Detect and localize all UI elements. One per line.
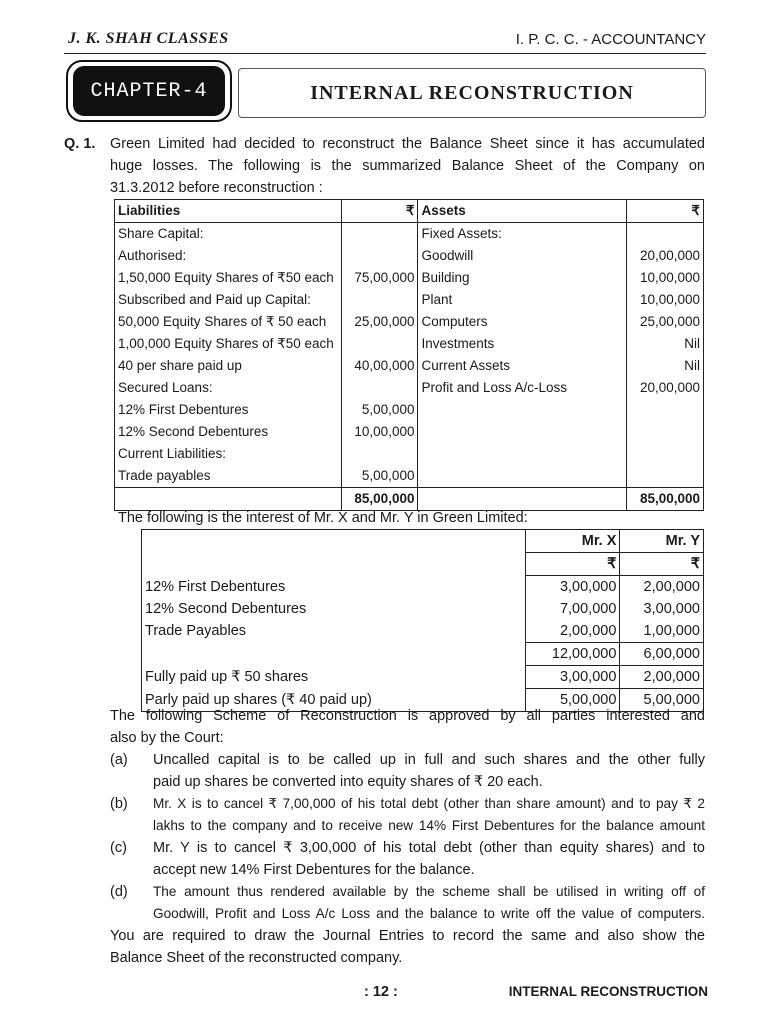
- table-row: [115, 421, 704, 443]
- liability-item: Current Liabilities:: [115, 443, 342, 465]
- mr-y-amount: 1,00,000: [620, 620, 704, 643]
- header-assets: Assets: [418, 200, 627, 223]
- liability-amount: 25,00,000: [341, 311, 418, 333]
- asset-amount: [627, 399, 704, 421]
- scheme-item-label: (d): [110, 884, 128, 900]
- asset-amount: [627, 443, 704, 465]
- scheme-item-label: (b): [110, 796, 128, 812]
- question-intro-line-2: huge losses. The following is the summarized Balance Sheet of the Company on: [110, 158, 705, 174]
- mr-x-amount: 7,00,000: [525, 598, 620, 620]
- interest-table: [141, 529, 704, 712]
- liability-item: Subscribed and Paid up Capital:: [115, 289, 342, 311]
- footer-chapter-title: INTERNAL RECONSTRUCTION: [508, 984, 708, 999]
- scheme-intro-line-2: also by the Court:: [110, 730, 224, 746]
- interest-unit-row: [142, 553, 704, 576]
- share-item: Parly paid up shares (₹ 40 paid up): [142, 689, 526, 712]
- scheme-item-text: Uncalled capital is to be called up in full and such shares and the other fully: [153, 752, 705, 768]
- liability-item: 1,00,000 Equity Shares of ₹50 each: [115, 333, 342, 355]
- liability-item: Share Capital:: [115, 223, 342, 246]
- asset-item: Investments: [418, 333, 627, 355]
- liability-amount: 75,00,000: [341, 267, 418, 289]
- liability-item: 50,000 Equity Shares of ₹ 50 each: [115, 311, 342, 333]
- asset-item: Profit and Loss A/c-Loss: [418, 377, 627, 399]
- scheme-item-label: (a): [110, 752, 128, 768]
- asset-amount: [627, 465, 704, 488]
- table-row: [142, 576, 704, 599]
- table-row: [142, 620, 704, 643]
- header-mr-y: Mr. Y: [620, 530, 704, 553]
- subtotal-blank: [142, 643, 526, 666]
- liability-item: Authorised:: [115, 245, 342, 267]
- page-number: : 12 :: [364, 984, 398, 1000]
- scheme-item-text: accept new 14% First Debentures for the balance.: [153, 862, 475, 878]
- share-item: Fully paid up ₹ 50 shares: [142, 666, 526, 689]
- table-row: [115, 377, 704, 399]
- asset-item: Goodwill: [418, 245, 627, 267]
- unit-blank: [142, 553, 526, 576]
- liability-item: 40 per share paid up: [115, 355, 342, 377]
- asset-item: [418, 443, 627, 465]
- header-divider: [64, 53, 706, 54]
- mr-x-amount: 3,00,000: [525, 666, 620, 689]
- asset-item: Fixed Assets:: [418, 223, 627, 246]
- asset-amount: 20,00,000: [627, 377, 704, 399]
- scheme-intro-line-1: The following Scheme of Reconstruction is approved by all parties interested and: [110, 708, 705, 724]
- asset-item: Current Assets: [418, 355, 627, 377]
- liabilities-total: 85,00,000: [341, 488, 418, 511]
- asset-amount: [627, 421, 704, 443]
- asset-item: [418, 421, 627, 443]
- liability-amount: [341, 223, 418, 246]
- chapter-title: INTERNAL RECONSTRUCTION: [238, 68, 706, 118]
- mr-y-amount: 3,00,000: [620, 598, 704, 620]
- header-assets-amount: ₹: [627, 200, 704, 223]
- header-mr-x: Mr. X: [525, 530, 620, 553]
- asset-item: [418, 465, 627, 488]
- scheme-item-text: lakhs to the company and to receive new 14% First Debentures for the balance amount: [153, 818, 705, 833]
- balance-sheet-table: [114, 199, 704, 511]
- mr-x-amount: 5,00,000: [525, 689, 620, 712]
- liability-amount: 5,00,000: [341, 399, 418, 421]
- asset-item: Plant: [418, 289, 627, 311]
- liability-amount: 10,00,000: [341, 421, 418, 443]
- table-row: [142, 598, 704, 620]
- balance-sheet-header-row: [115, 200, 704, 223]
- asset-item: Building: [418, 267, 627, 289]
- table-row: [115, 355, 704, 377]
- scheme-item-text: Goodwill, Profit and Loss A/c Loss and the balance to write off the value of computers.: [153, 906, 705, 921]
- question-intro-line-1: Green Limited had decided to reconstruct the Balance Sheet since it has accumulated: [110, 136, 705, 152]
- header-liabilities: Liabilities: [115, 200, 342, 223]
- interest-item: 12% First Debentures: [142, 576, 526, 599]
- table-row: [115, 267, 704, 289]
- table-row: [115, 465, 704, 488]
- unit-mr-x: ₹: [525, 553, 620, 576]
- liability-item: 12% First Debentures: [115, 399, 342, 421]
- scheme-item-text: The amount thus rendered available by the scheme shall be utilised in writing off of: [153, 884, 705, 899]
- assets-total: 85,00,000: [627, 488, 704, 511]
- table-row: [115, 289, 704, 311]
- liability-amount: [341, 289, 418, 311]
- question-intro-line-3: 31.3.2012 before reconstruction :: [110, 180, 323, 196]
- table-row: [115, 443, 704, 465]
- question-number: Q. 1.: [64, 136, 96, 152]
- mr-y-amount: 5,00,000: [620, 689, 704, 712]
- liability-amount: 5,00,000: [341, 465, 418, 488]
- course-name: I. P. C. C. - ACCOUNTANCY: [515, 31, 706, 48]
- header-liabilities-amount: ₹: [341, 200, 418, 223]
- scheme-item-text: Mr. Y is to cancel ₹ 3,00,000 of his total debt (other than equity shares) and to: [153, 840, 705, 856]
- asset-amount: 10,00,000: [627, 289, 704, 311]
- asset-item: [418, 399, 627, 421]
- table-row: [115, 399, 704, 421]
- asset-item: Computers: [418, 311, 627, 333]
- interest-subtotal-row: [142, 643, 704, 666]
- scheme-item-text: paid up shares be converted into equity shares of ₹ 20 each.: [153, 774, 543, 790]
- header-blank: [142, 530, 526, 553]
- institute-name: J. K. SHAH CLASSES: [68, 30, 229, 47]
- asset-amount: Nil: [627, 355, 704, 377]
- unit-mr-y: ₹: [620, 553, 704, 576]
- chapter-badge: [66, 60, 232, 122]
- table-row: [142, 666, 704, 689]
- interest-item: 12% Second Debentures: [142, 598, 526, 620]
- mr-x-amount: 3,00,000: [525, 576, 620, 599]
- table-row: [115, 311, 704, 333]
- liability-item: 12% Second Debentures: [115, 421, 342, 443]
- asset-amount: 25,00,000: [627, 311, 704, 333]
- interest-intro: The following is the interest of Mr. X and Mr. Y in Green Limited:: [118, 510, 528, 526]
- liability-item: Secured Loans:: [115, 377, 342, 399]
- table-row: [115, 333, 704, 355]
- closing-line-1: You are required to draw the Journal Entries to record the same and also show the: [110, 928, 705, 944]
- liability-amount: 40,00,000: [341, 355, 418, 377]
- liability-item: Trade payables: [115, 465, 342, 488]
- asset-amount: 20,00,000: [627, 245, 704, 267]
- liability-item: 1,50,000 Equity Shares of ₹50 each: [115, 267, 342, 289]
- table-row: [115, 245, 704, 267]
- liability-amount: [341, 377, 418, 399]
- mr-x-subtotal: 12,00,000: [525, 643, 620, 666]
- scheme-item-text: Mr. X is to cancel ₹ 7,00,000 of his total debt (other than share amount) and to pay ₹ 2: [153, 796, 705, 811]
- liability-amount: [341, 245, 418, 267]
- closing-line-2: Balance Sheet of the reconstructed company.: [110, 950, 403, 966]
- asset-amount: 10,00,000: [627, 267, 704, 289]
- asset-amount: [627, 223, 704, 246]
- table-row: [115, 223, 704, 246]
- interest-header-row: [142, 530, 704, 553]
- chapter-label: CHAPTER-4: [73, 66, 225, 116]
- mr-y-amount: 2,00,000: [620, 666, 704, 689]
- scheme-item-label: (c): [110, 840, 127, 856]
- liability-amount: [341, 333, 418, 355]
- mr-y-subtotal: 6,00,000: [620, 643, 704, 666]
- asset-amount: Nil: [627, 333, 704, 355]
- mr-y-amount: 2,00,000: [620, 576, 704, 599]
- interest-item: Trade Payables: [142, 620, 526, 643]
- mr-x-amount: 2,00,000: [525, 620, 620, 643]
- liability-amount: [341, 443, 418, 465]
